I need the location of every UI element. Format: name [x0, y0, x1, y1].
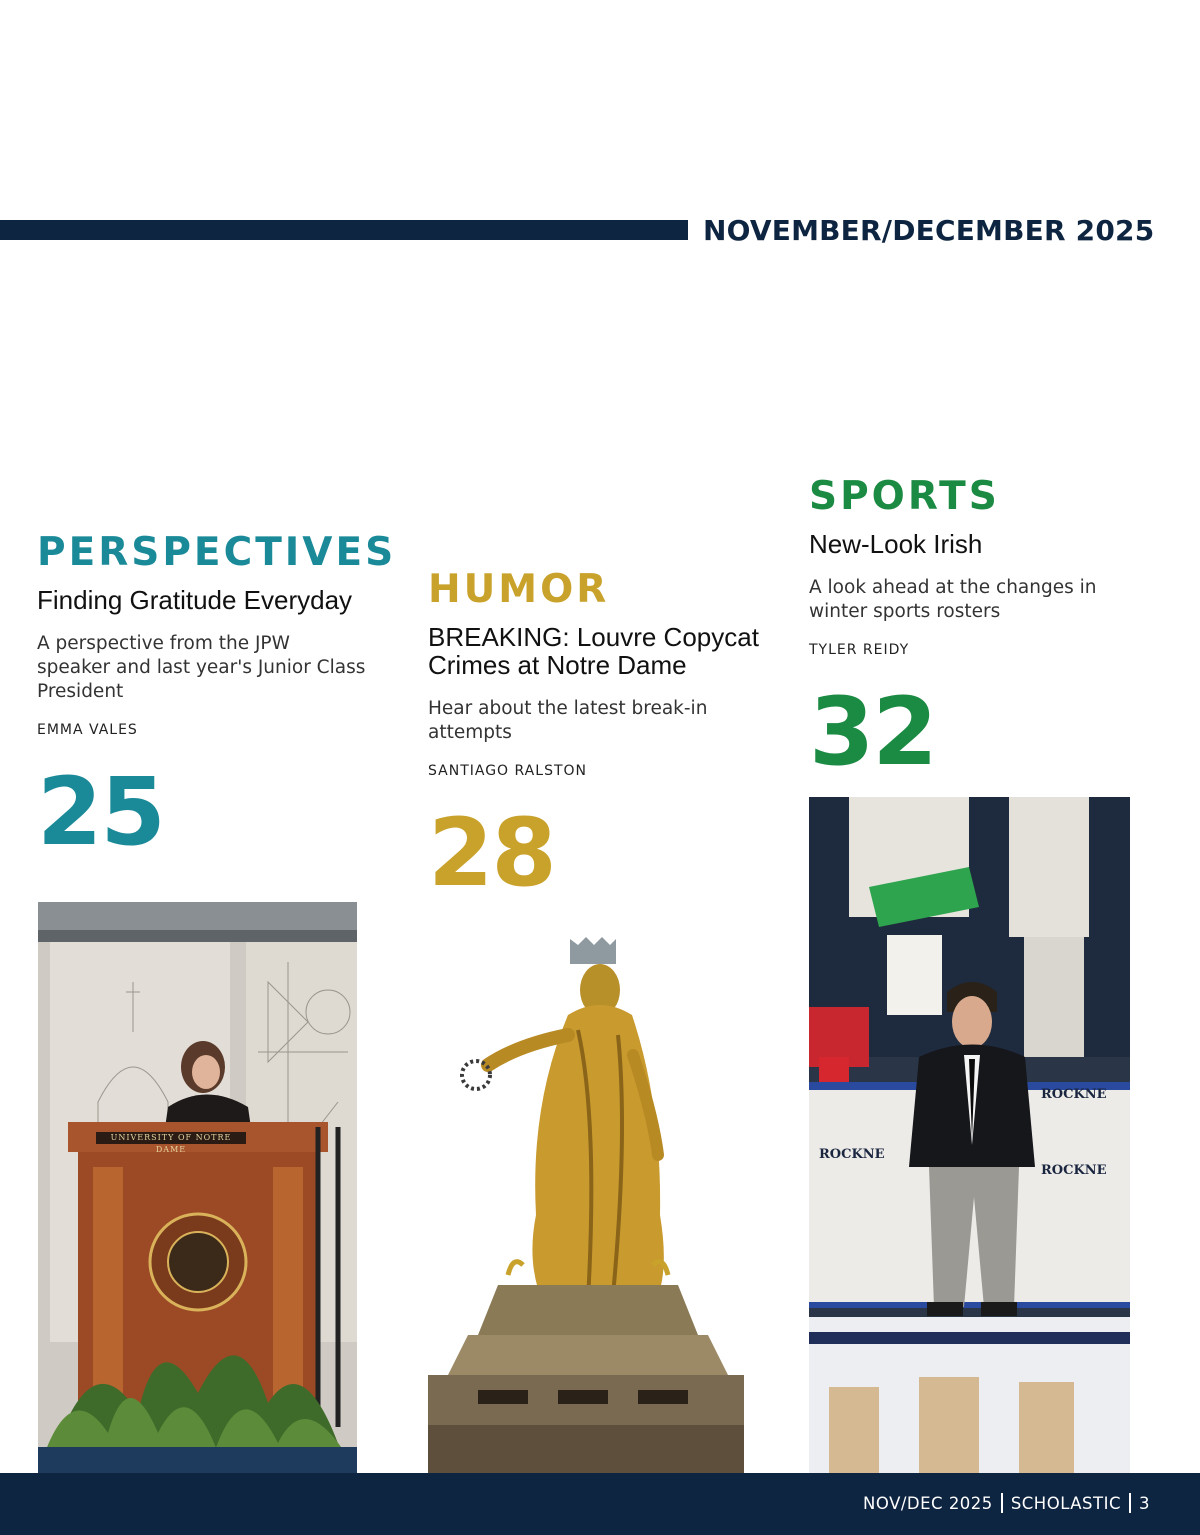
section-label: SPORTS [809, 474, 1000, 519]
footer-folio [863, 1493, 1150, 1513]
issue-date: NOVEMBER/DECEMBER 2025 [703, 214, 1155, 247]
article-dek: A perspective from the JPW speaker and last year's Junior Class President [37, 633, 366, 702]
article-byline: EMMA VALES [37, 722, 138, 738]
photo-speaker-podium [38, 902, 357, 1473]
article-humor[interactable] [428, 567, 768, 908]
page-number: 32 [809, 678, 936, 787]
article-headline[interactable]: BREAKING: Louvre Copycat Crimes at Notre Dame [428, 622, 759, 680]
rink-banner-text: ROCKNE [1041, 1163, 1107, 1178]
footer-issue: NOV/DEC 2025 [863, 1494, 993, 1513]
section-label: HUMOR [428, 567, 610, 612]
page-footer [0, 1473, 1200, 1535]
page-number: 28 [428, 799, 555, 908]
podium-nameplate-text: UNIVERSITY OF NOTRE DAME [110, 1133, 232, 1154]
footer-divider [1001, 1493, 1003, 1513]
photo-golden-statue [428, 935, 744, 1473]
article-dek: A look ahead at the changes in winter sports rosters [809, 577, 1097, 622]
footer-publication: SCHOLASTIC [1010, 1494, 1121, 1513]
article-perspectives[interactable] [37, 530, 397, 867]
rink-banner-text: ROCKNE [1041, 1087, 1107, 1102]
article-byline: SANTIAGO RALSTON [428, 763, 587, 779]
photo-coach-rink [809, 797, 1130, 1473]
section-label: PERSPECTIVES [37, 530, 397, 575]
article-byline: TYLER REIDY [809, 642, 910, 658]
page-number: 25 [37, 758, 164, 867]
article-dek: Hear about the latest break-in attempts [428, 698, 708, 743]
footer-page-number: 3 [1139, 1494, 1150, 1513]
rink-banner-text: ROCKNE [819, 1147, 885, 1162]
article-sports[interactable] [809, 474, 1139, 787]
article-headline[interactable]: Finding Gratitude Everyday [37, 585, 353, 615]
header-rule [0, 220, 688, 240]
article-headline[interactable]: New-Look Irish [809, 529, 983, 559]
footer-divider [1129, 1493, 1131, 1513]
